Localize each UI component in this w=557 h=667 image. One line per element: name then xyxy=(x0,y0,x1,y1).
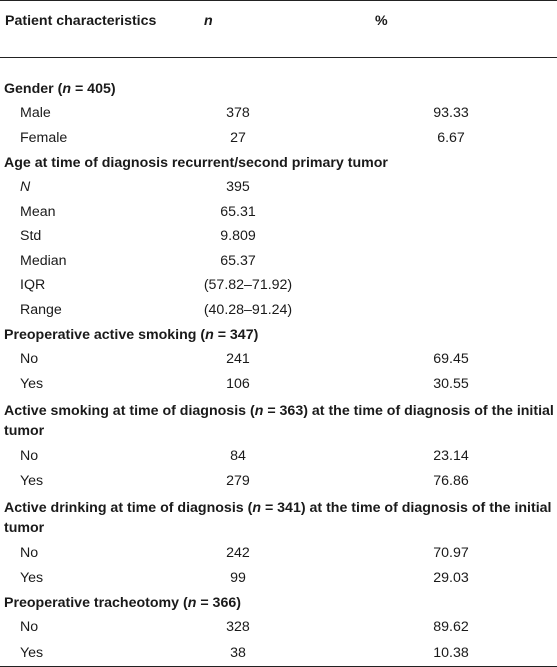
table-row xyxy=(0,541,557,566)
row-percent xyxy=(361,200,557,225)
row-label: Yes xyxy=(20,375,44,392)
table-row xyxy=(0,101,557,126)
header-patient-characteristics: Patient characteristics xyxy=(0,1,191,58)
section-title: Gender (n = 405) xyxy=(4,80,116,97)
row-label: Range xyxy=(20,301,62,318)
row-percent: 76.86 xyxy=(433,472,469,489)
row-n: 38 xyxy=(191,640,361,667)
row-label: Std xyxy=(20,228,42,245)
section-title: Preoperative active smoking (n = 347) xyxy=(4,326,259,343)
row-percent: 29.03 xyxy=(433,569,469,586)
section-active-drinking xyxy=(0,493,557,541)
row-percent: 89.62 xyxy=(433,619,469,636)
row-label: Male xyxy=(20,105,51,122)
row-n: 106 xyxy=(226,375,250,392)
row-n: 241 xyxy=(226,351,250,368)
row-n: 84 xyxy=(230,448,246,465)
row-percent: 70.97 xyxy=(433,545,469,562)
row-percent xyxy=(361,298,557,323)
row-label: No xyxy=(20,619,39,636)
row-n: (40.28–91.24) xyxy=(203,301,293,318)
section-gender xyxy=(0,76,557,101)
row-n: 99 xyxy=(230,569,246,586)
table-row xyxy=(0,273,557,298)
section-title: Active drinking at time of diagnosis (n = 341) at the time of diagnosis of the initial tumor xyxy=(4,500,552,536)
row-percent: 10.38 xyxy=(361,640,557,667)
table-row xyxy=(0,126,557,151)
row-label: N xyxy=(20,179,31,196)
table-header-row xyxy=(0,1,557,58)
row-n: 328 xyxy=(226,619,250,636)
table-row xyxy=(0,175,557,200)
row-n: 395 xyxy=(226,179,250,196)
table-row xyxy=(0,469,557,494)
table-row xyxy=(0,224,557,249)
section-title: Active smoking at time of diagnosis (n = 363) at the time of diagnosis of the initial tumor xyxy=(4,403,554,439)
table-row xyxy=(0,347,557,372)
table-row xyxy=(0,249,557,274)
row-label: Yes xyxy=(0,640,191,667)
row-n: 27 xyxy=(230,129,246,146)
row-n: (57.82–71.92) xyxy=(203,277,293,294)
row-percent: 69.45 xyxy=(433,351,469,368)
section-age xyxy=(0,150,557,175)
row-percent: 6.67 xyxy=(437,129,465,146)
section-title: Age at time of diagnosis recurrent/second primary tumor xyxy=(4,154,388,171)
section-preoperative-smoking xyxy=(0,322,557,347)
row-n: 65.31 xyxy=(220,203,256,220)
row-percent: 93.33 xyxy=(433,105,469,122)
table-row xyxy=(0,566,557,591)
header-n: n xyxy=(191,1,361,58)
row-percent: 23.14 xyxy=(433,448,469,465)
row-label: Mean xyxy=(20,203,56,220)
section-title: Preoperative tracheotomy (n = 366) xyxy=(4,594,241,611)
row-percent xyxy=(361,273,557,298)
section-active-smoking xyxy=(0,396,557,444)
row-percent xyxy=(361,224,557,249)
row-label: No xyxy=(20,351,39,368)
row-label: No xyxy=(20,545,39,562)
table-row xyxy=(0,640,557,667)
table-row xyxy=(0,444,557,469)
row-n: 279 xyxy=(226,472,250,489)
row-n: 9.809 xyxy=(220,228,256,245)
header-percent: % xyxy=(361,1,557,58)
row-label: Female xyxy=(20,129,68,146)
row-percent: 30.55 xyxy=(433,375,469,392)
row-label: Median xyxy=(20,252,67,269)
row-label: Yes xyxy=(20,569,44,586)
row-n: 65.37 xyxy=(220,252,256,269)
row-label: Yes xyxy=(20,472,44,489)
table-row xyxy=(0,200,557,225)
section-tracheotomy xyxy=(0,590,557,615)
row-label: IQR xyxy=(20,277,46,294)
row-percent xyxy=(361,175,557,200)
table-row xyxy=(0,298,557,323)
table-row xyxy=(0,615,557,640)
row-percent xyxy=(361,249,557,274)
row-label: No xyxy=(20,448,39,465)
row-n: 378 xyxy=(226,105,250,122)
row-n: 242 xyxy=(226,545,250,562)
table-row xyxy=(0,372,557,397)
